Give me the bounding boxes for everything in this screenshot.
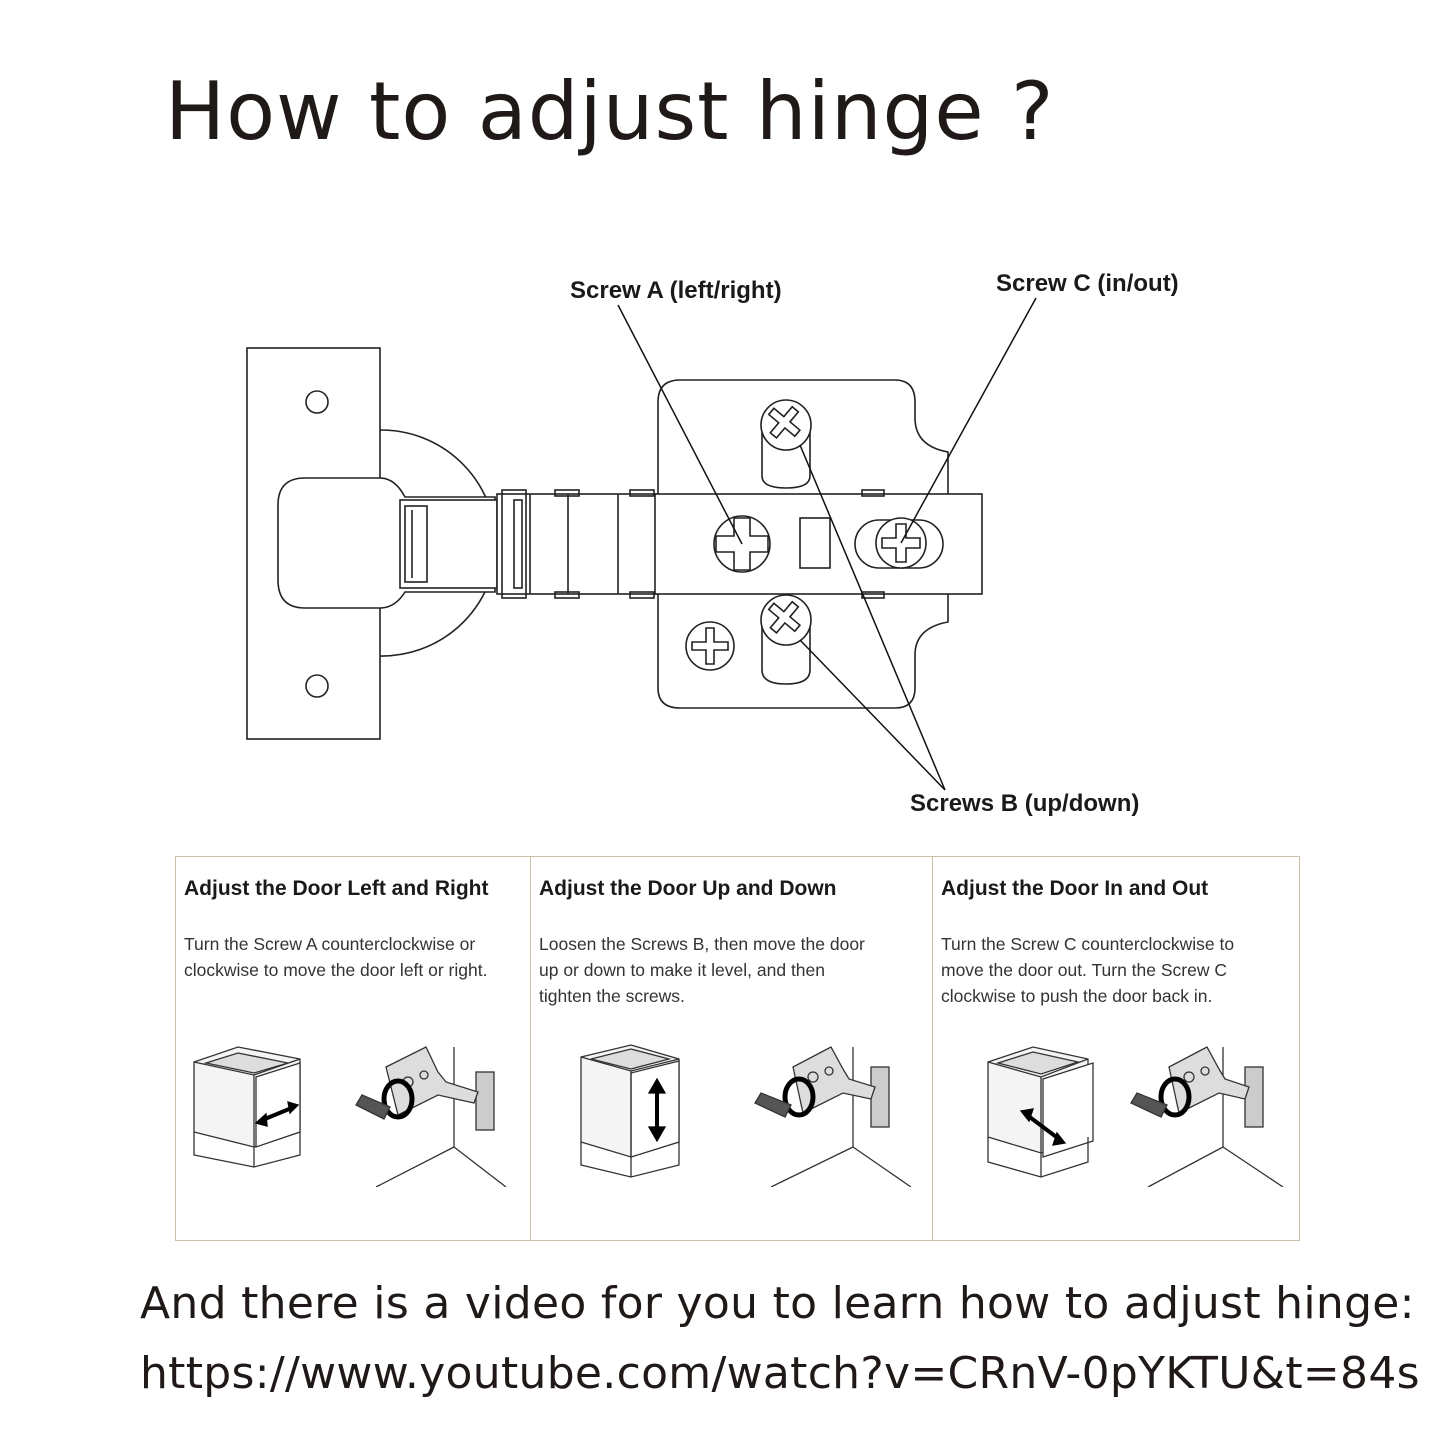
panel-heading: Adjust the Door Up and Down <box>539 877 837 900</box>
panel-text: Turn the Screw A counterclockwise or clockwise to move the door left or right. <box>184 934 488 980</box>
panel-text: Turn the Screw C counterclockwise to move the door out. Turn the Screw C clockwise to push the door back in. <box>941 934 1235 1006</box>
callout-screws-b: Screws B (up/down) <box>910 790 1140 817</box>
page-title: How to adjust hinge ? <box>165 65 1055 158</box>
left-right-illustration <box>176 1037 530 1187</box>
screw-b-top <box>761 400 811 450</box>
panel-in-out <box>932 857 1301 1240</box>
callout-screw-c: Screw C (in/out) <box>996 270 1179 297</box>
in-out-illustration <box>933 1037 1302 1187</box>
instruction-panels <box>175 856 1300 1241</box>
panel-heading: Adjust the Door Left and Right <box>184 877 489 900</box>
screw-b-bottom <box>761 595 811 645</box>
hinge-knuckle <box>497 494 657 594</box>
panel-text: Loosen the Screws B, then move the door up or down to make it level, and then tighten the screws. <box>539 934 865 1006</box>
up-down-illustration <box>531 1037 933 1187</box>
callout-screw-a: Screw A (left/right) <box>570 277 782 304</box>
panel-heading: Adjust the Door In and Out <box>941 877 1209 900</box>
panel-left-right <box>176 857 530 1240</box>
panel-up-down <box>530 857 932 1240</box>
video-link[interactable]: https://www.youtube.com/watch?v=CRnV-0pYKTU&t=84s <box>140 1348 1420 1399</box>
side-screw <box>686 622 734 670</box>
footer-text: And there is a video for you to learn how to adjust hinge: <box>140 1278 1415 1329</box>
